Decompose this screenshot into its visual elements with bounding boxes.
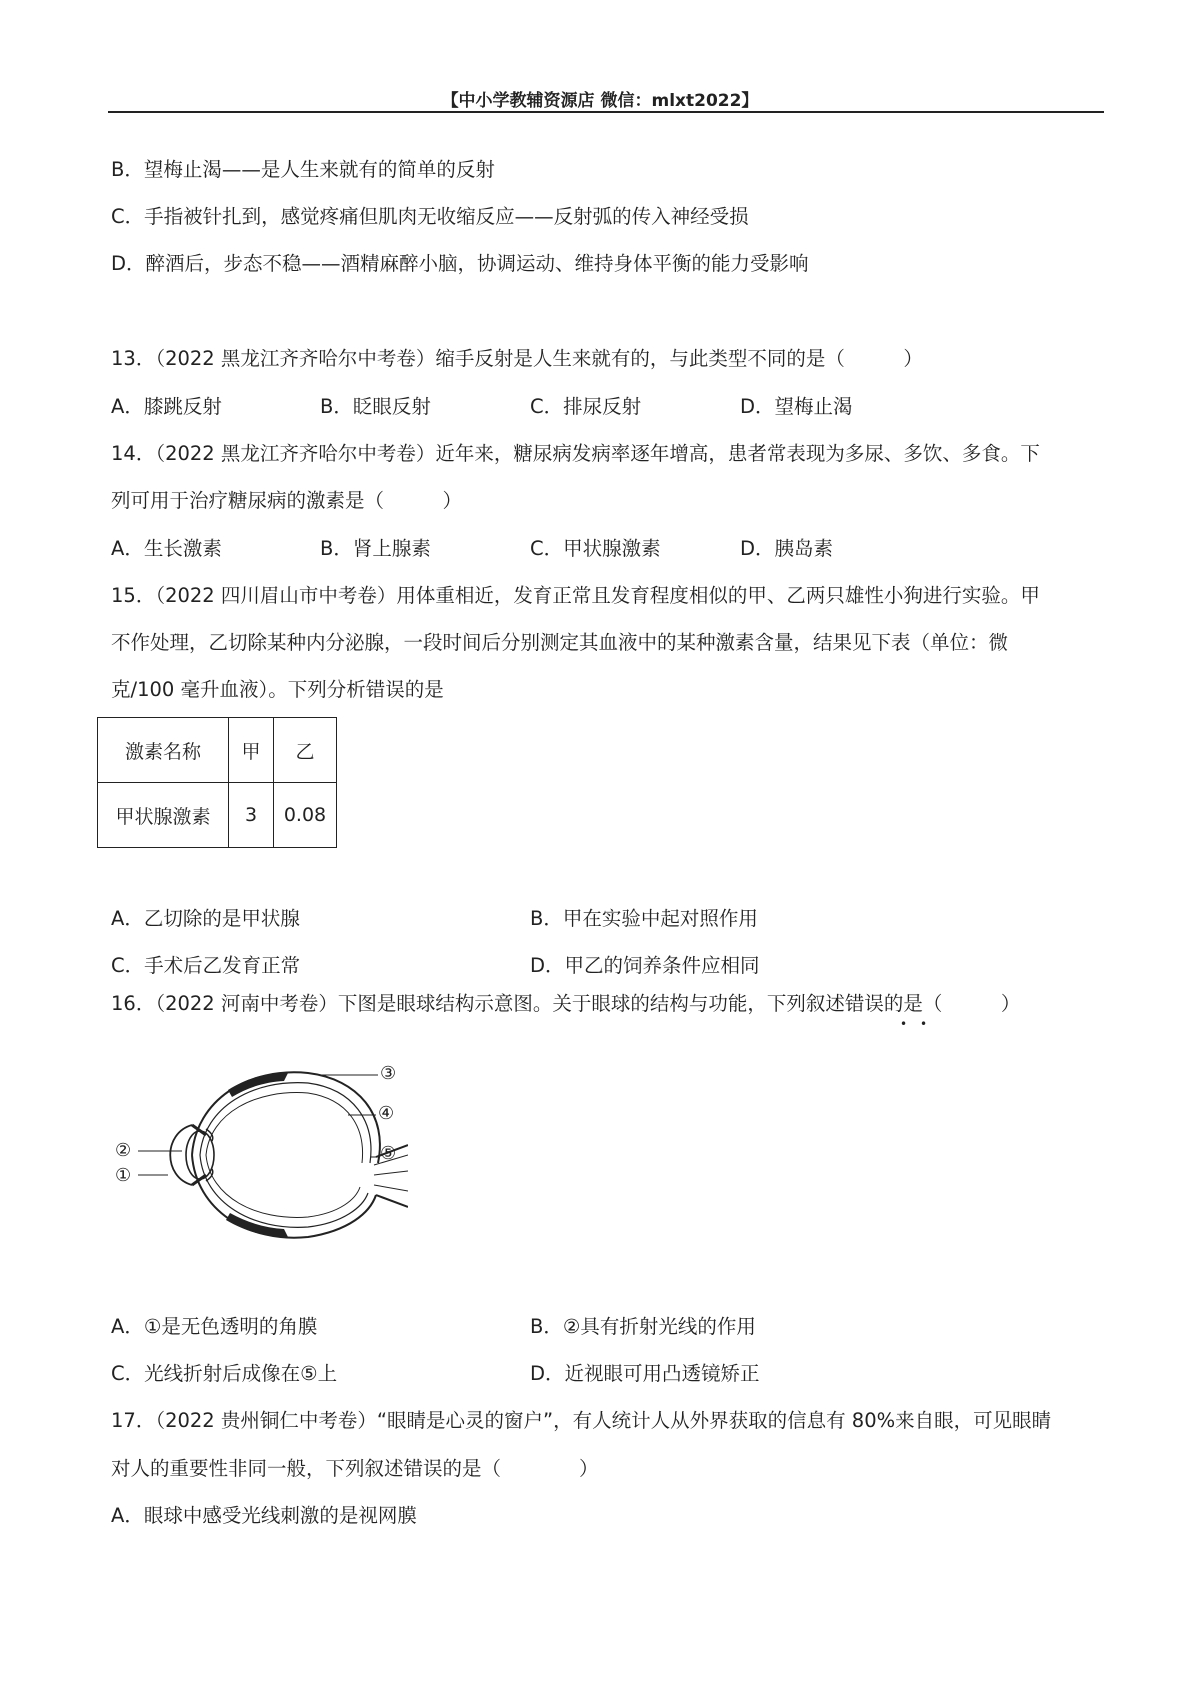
- q14-stem-line1: 14．（2022 黑龙江齐齐哈尔中考卷）近年来，糖尿病发病率逐年增高，患者常表现为多尿、多饮、多食。下: [111, 442, 1040, 465]
- q16-stem: 16．（2022 河南中考卷）下图是眼球结构示意图。关于眼球的结构与功能，下列叙述错误的是（ ）: [111, 992, 1021, 1015]
- emphasis-dot: •: [900, 1017, 908, 1031]
- table-header-cell: 激素名称: [98, 718, 229, 783]
- q15-option-a: A．乙切除的是甲状腺: [111, 907, 300, 930]
- q15-option-d: D．甲乙的饲养条件应相同: [530, 954, 760, 977]
- table-header-cell: 乙: [274, 718, 337, 783]
- q13-option-d: D．望梅止渴: [740, 395, 853, 418]
- q14-option-c: C．甲状腺激素: [530, 537, 661, 560]
- q14-option-d: D．胰岛素: [740, 537, 834, 560]
- q16-option-d: D．近视眼可用凸透镜矫正: [530, 1362, 760, 1385]
- q16-option-c: C．光线折射后成像在⑤上: [111, 1362, 338, 1385]
- q15-stem-line3: 克/100 毫升血液）。下列分析错误的是: [111, 678, 444, 701]
- prev-option-b: B．望梅止渴——是人生来就有的简单的反射: [111, 158, 495, 181]
- table-cell: 甲状腺激素: [98, 783, 229, 848]
- q14-stem-line2: 列可用于治疗糖尿病的激素是（ ）: [111, 489, 463, 512]
- prev-option-d: D．醉酒后，步态不稳——酒精麻醉小脑，协调运动、维持身体平衡的能力受影响: [111, 252, 809, 275]
- q13-option-b: B．眨眼反射: [320, 395, 431, 418]
- q16-option-a: A．①是无色透明的角膜: [111, 1315, 318, 1338]
- hormone-table: [97, 717, 337, 848]
- q17-stem-line2: 对人的重要性非同一般，下列叙述错误的是（ ）: [111, 1457, 599, 1480]
- q16-option-b: B．②具有折射光线的作用: [530, 1315, 756, 1338]
- table-cell: 0.08: [274, 783, 337, 848]
- label-1: ①: [115, 1165, 132, 1186]
- emphasis-dot: •: [920, 1017, 928, 1031]
- header-rule: [108, 111, 1104, 113]
- q17-stem-line1: 17．（2022 贵州铜仁中考卷）“眼睛是心灵的窗户”，有人统计人从外界获取的信息有 80%来自眼，可见眼睛: [111, 1409, 1052, 1432]
- q15-option-b: B．甲在实验中起对照作用: [530, 907, 758, 930]
- table-cell: 3: [229, 783, 274, 848]
- label-2: ②: [115, 1140, 132, 1161]
- table-header-cell: 甲: [229, 718, 274, 783]
- eye-structure-diagram: [108, 1045, 408, 1245]
- q13-option-a: A．膝跳反射: [111, 395, 222, 418]
- q15-stem-line1: 15．（2022 四川眉山市中考卷）用体重相近，发育正常且发育程度相似的甲、乙两只雄性小狗进行实验。甲: [111, 584, 1040, 607]
- table-header-row: [98, 718, 337, 783]
- q17-option-a: A．眼球中感受光线刺激的是视网膜: [111, 1504, 417, 1527]
- q14-option-a: A．生长激素: [111, 537, 222, 560]
- q15-option-c: C．手术后乙发育正常: [111, 954, 301, 977]
- page-header: 【中小学教辅资源店 微信：mlxt2022】: [441, 91, 759, 111]
- table-row: [98, 783, 337, 848]
- q13-stem: 13．（2022 黑龙江齐齐哈尔中考卷）缩手反射是人生来就有的，与此类型不同的是（ ）: [111, 347, 923, 370]
- q15-stem-line2: 不作处理，乙切除某种内分泌腺，一段时间后分别测定其血液中的某种激素含量，结果见下表（单位：微: [111, 631, 1009, 654]
- label-5: ⑤: [380, 1143, 397, 1164]
- q14-option-b: B．肾上腺素: [320, 537, 431, 560]
- prev-option-c: C．手指被针扎到，感觉疼痛但肌肉无收缩反应——反射弧的传入神经受损: [111, 205, 749, 228]
- q13-option-c: C．排尿反射: [530, 395, 642, 418]
- label-3: ③: [380, 1063, 397, 1084]
- label-4: ④: [378, 1103, 395, 1124]
